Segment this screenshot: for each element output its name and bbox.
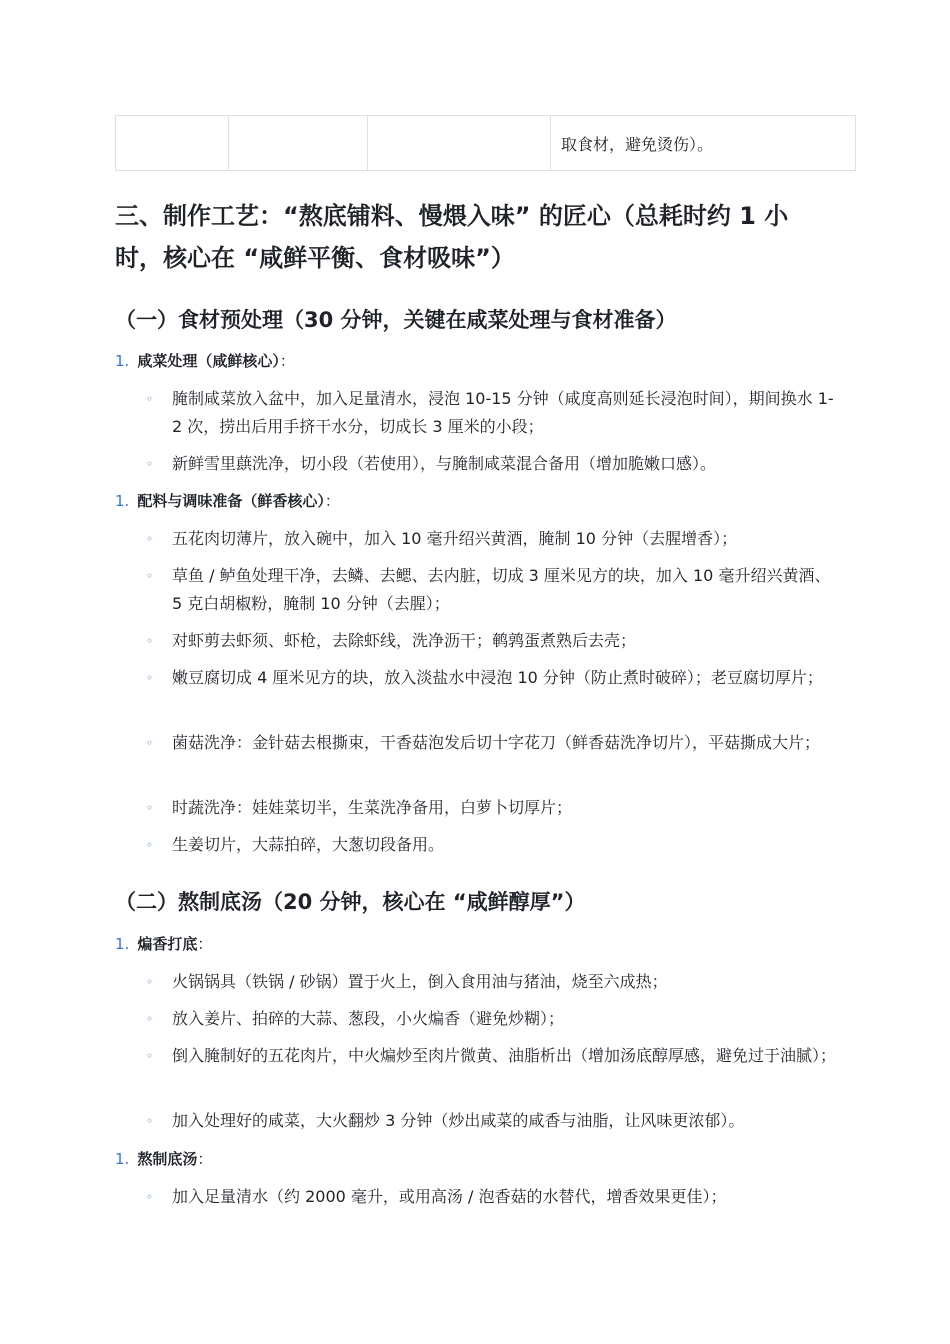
bullet-icon: ◦ bbox=[146, 671, 154, 685]
bullet-icon: ◦ bbox=[146, 975, 154, 989]
bullet-icon: ◦ bbox=[146, 457, 154, 471]
list-item-text: 菌菇洗净：金针菇去根撕束，干香菇泡发后切十字花刀（鲜香菇洗净切片），平菇撕成大片； bbox=[172, 733, 821, 752]
list-item-text: 生姜切片，大蒜拍碎，大葱切段备用。 bbox=[172, 835, 445, 854]
list-item-text: 加入足量清水（约 2000 毫升，或用高汤 / 泡香菇的水替代，增香效果更佳）； bbox=[172, 1187, 727, 1206]
table-cell bbox=[229, 116, 368, 171]
step-title: 熬制底汤 bbox=[137, 1150, 198, 1168]
step-number: 1. bbox=[115, 492, 130, 510]
list-item-text: 火锅锅具（铁锅 / 砂锅）置于火上，倒入食用油与猪油，烧至六成热； bbox=[172, 972, 668, 991]
table-fragment bbox=[115, 115, 856, 171]
list-item-text: 嫩豆腐切成 4 厘米见方的块，放入淡盐水中浸泡 10 分钟（防止煮时破碎）；老豆腐切厚片； bbox=[172, 668, 823, 687]
section-heading: 三、制作工艺：“熬底铺料、慢煨入味” 的匠心（总耗时约 1 小时，核心在 “咸鲜平衡、食材吸味”） bbox=[115, 202, 789, 272]
table-cell bbox=[116, 116, 229, 171]
numbered-step bbox=[115, 490, 340, 512]
list-item-text: 放入姜片、拍碎的大蒜、葱段，小火煸香（避免炒糊）； bbox=[172, 1009, 565, 1028]
list-item bbox=[146, 968, 836, 996]
list-item-text: 对虾剪去虾须、虾枪，去除虾线，洗净沥干；鹌鹑蛋煮熟后去壳； bbox=[172, 631, 637, 650]
list-item-text: 倒入腌制好的五花肉片，中火煸炒至肉片微黄、油脂析出（增加汤底醇厚感，避免过于油腻）； bbox=[172, 1046, 837, 1065]
list-item bbox=[146, 525, 836, 553]
numbered-step bbox=[115, 1148, 212, 1170]
step-title: 咸菜处理（咸鲜核心） bbox=[137, 352, 280, 370]
list-item bbox=[146, 664, 836, 692]
bullet-icon: ◦ bbox=[146, 1049, 154, 1063]
step-number: 1. bbox=[115, 1150, 130, 1168]
step-colon: ： bbox=[197, 935, 213, 953]
step-title: 配料与调味准备（鲜香核心） bbox=[137, 492, 325, 510]
numbered-step bbox=[115, 933, 212, 955]
list-item bbox=[146, 831, 836, 859]
step-number: 1. bbox=[115, 935, 130, 953]
list-item bbox=[146, 1183, 836, 1211]
list-item-text: 腌制咸菜放入盆中，加入足量清水，浸泡 10-15 分钟（咸度高则延长浸泡时间），期间换水 1-2 次，捞出后用手挤干水分，切成长 3 厘米的小段； bbox=[172, 389, 834, 436]
bullet-icon: ◦ bbox=[146, 392, 154, 406]
list-item bbox=[146, 562, 836, 618]
list-item bbox=[146, 1042, 836, 1070]
table-cell: 取食材，避免烫伤）。 bbox=[551, 116, 856, 171]
step-colon: ： bbox=[279, 352, 295, 370]
numbered-step bbox=[115, 350, 295, 372]
bullet-icon: ◦ bbox=[146, 569, 154, 583]
bullet-icon: ◦ bbox=[146, 1114, 154, 1128]
list-item bbox=[146, 1107, 836, 1135]
table-row bbox=[116, 116, 856, 171]
subsection-heading: （二）熬制底汤（20 分钟，核心在 “咸鲜醇厚”） bbox=[115, 890, 586, 914]
bullet-icon: ◦ bbox=[146, 1012, 154, 1026]
list-item bbox=[146, 627, 836, 655]
table-cell bbox=[368, 116, 551, 171]
list-item bbox=[146, 794, 836, 822]
list-item bbox=[146, 1005, 836, 1033]
bullet-icon: ◦ bbox=[146, 736, 154, 750]
step-title: 煸香打底 bbox=[137, 935, 198, 953]
bullet-icon: ◦ bbox=[146, 838, 154, 852]
bullet-icon: ◦ bbox=[146, 634, 154, 648]
list-item bbox=[146, 729, 836, 757]
subsection-heading: （一）食材预处理（30 分钟，关键在咸菜处理与食材准备） bbox=[115, 308, 677, 332]
list-item-text: 加入处理好的咸菜，大火翻炒 3 分钟（炒出咸菜的咸香与油脂，让风味更浓郁）。 bbox=[172, 1111, 745, 1130]
list-item bbox=[146, 385, 836, 441]
list-item-text: 新鲜雪里蕻洗净，切小段（若使用），与腌制咸菜混合备用（增加脆嫩口感）。 bbox=[172, 454, 717, 473]
list-item-text: 时蔬洗净：娃娃菜切半，生菜洗净备用，白萝卜切厚片； bbox=[172, 798, 573, 817]
bullet-icon: ◦ bbox=[146, 801, 154, 815]
step-number: 1. bbox=[115, 352, 130, 370]
list-item-text: 五花肉切薄片，放入碗中，加入 10 毫升绍兴黄酒，腌制 10 分钟（去腥增香）； bbox=[172, 529, 738, 548]
step-colon: ： bbox=[197, 1150, 213, 1168]
step-colon: ： bbox=[324, 492, 340, 510]
list-item bbox=[146, 450, 836, 478]
list-item-text: 草鱼 / 鲈鱼处理干净，去鳞、去鳃、去内脏，切成 3 厘米见方的块，加入 10 毫升绍兴黄酒、5 克白胡椒粉，腌制 10 分钟（去腥）； bbox=[172, 566, 831, 613]
bullet-icon: ◦ bbox=[146, 1190, 154, 1204]
bullet-icon: ◦ bbox=[146, 532, 154, 546]
